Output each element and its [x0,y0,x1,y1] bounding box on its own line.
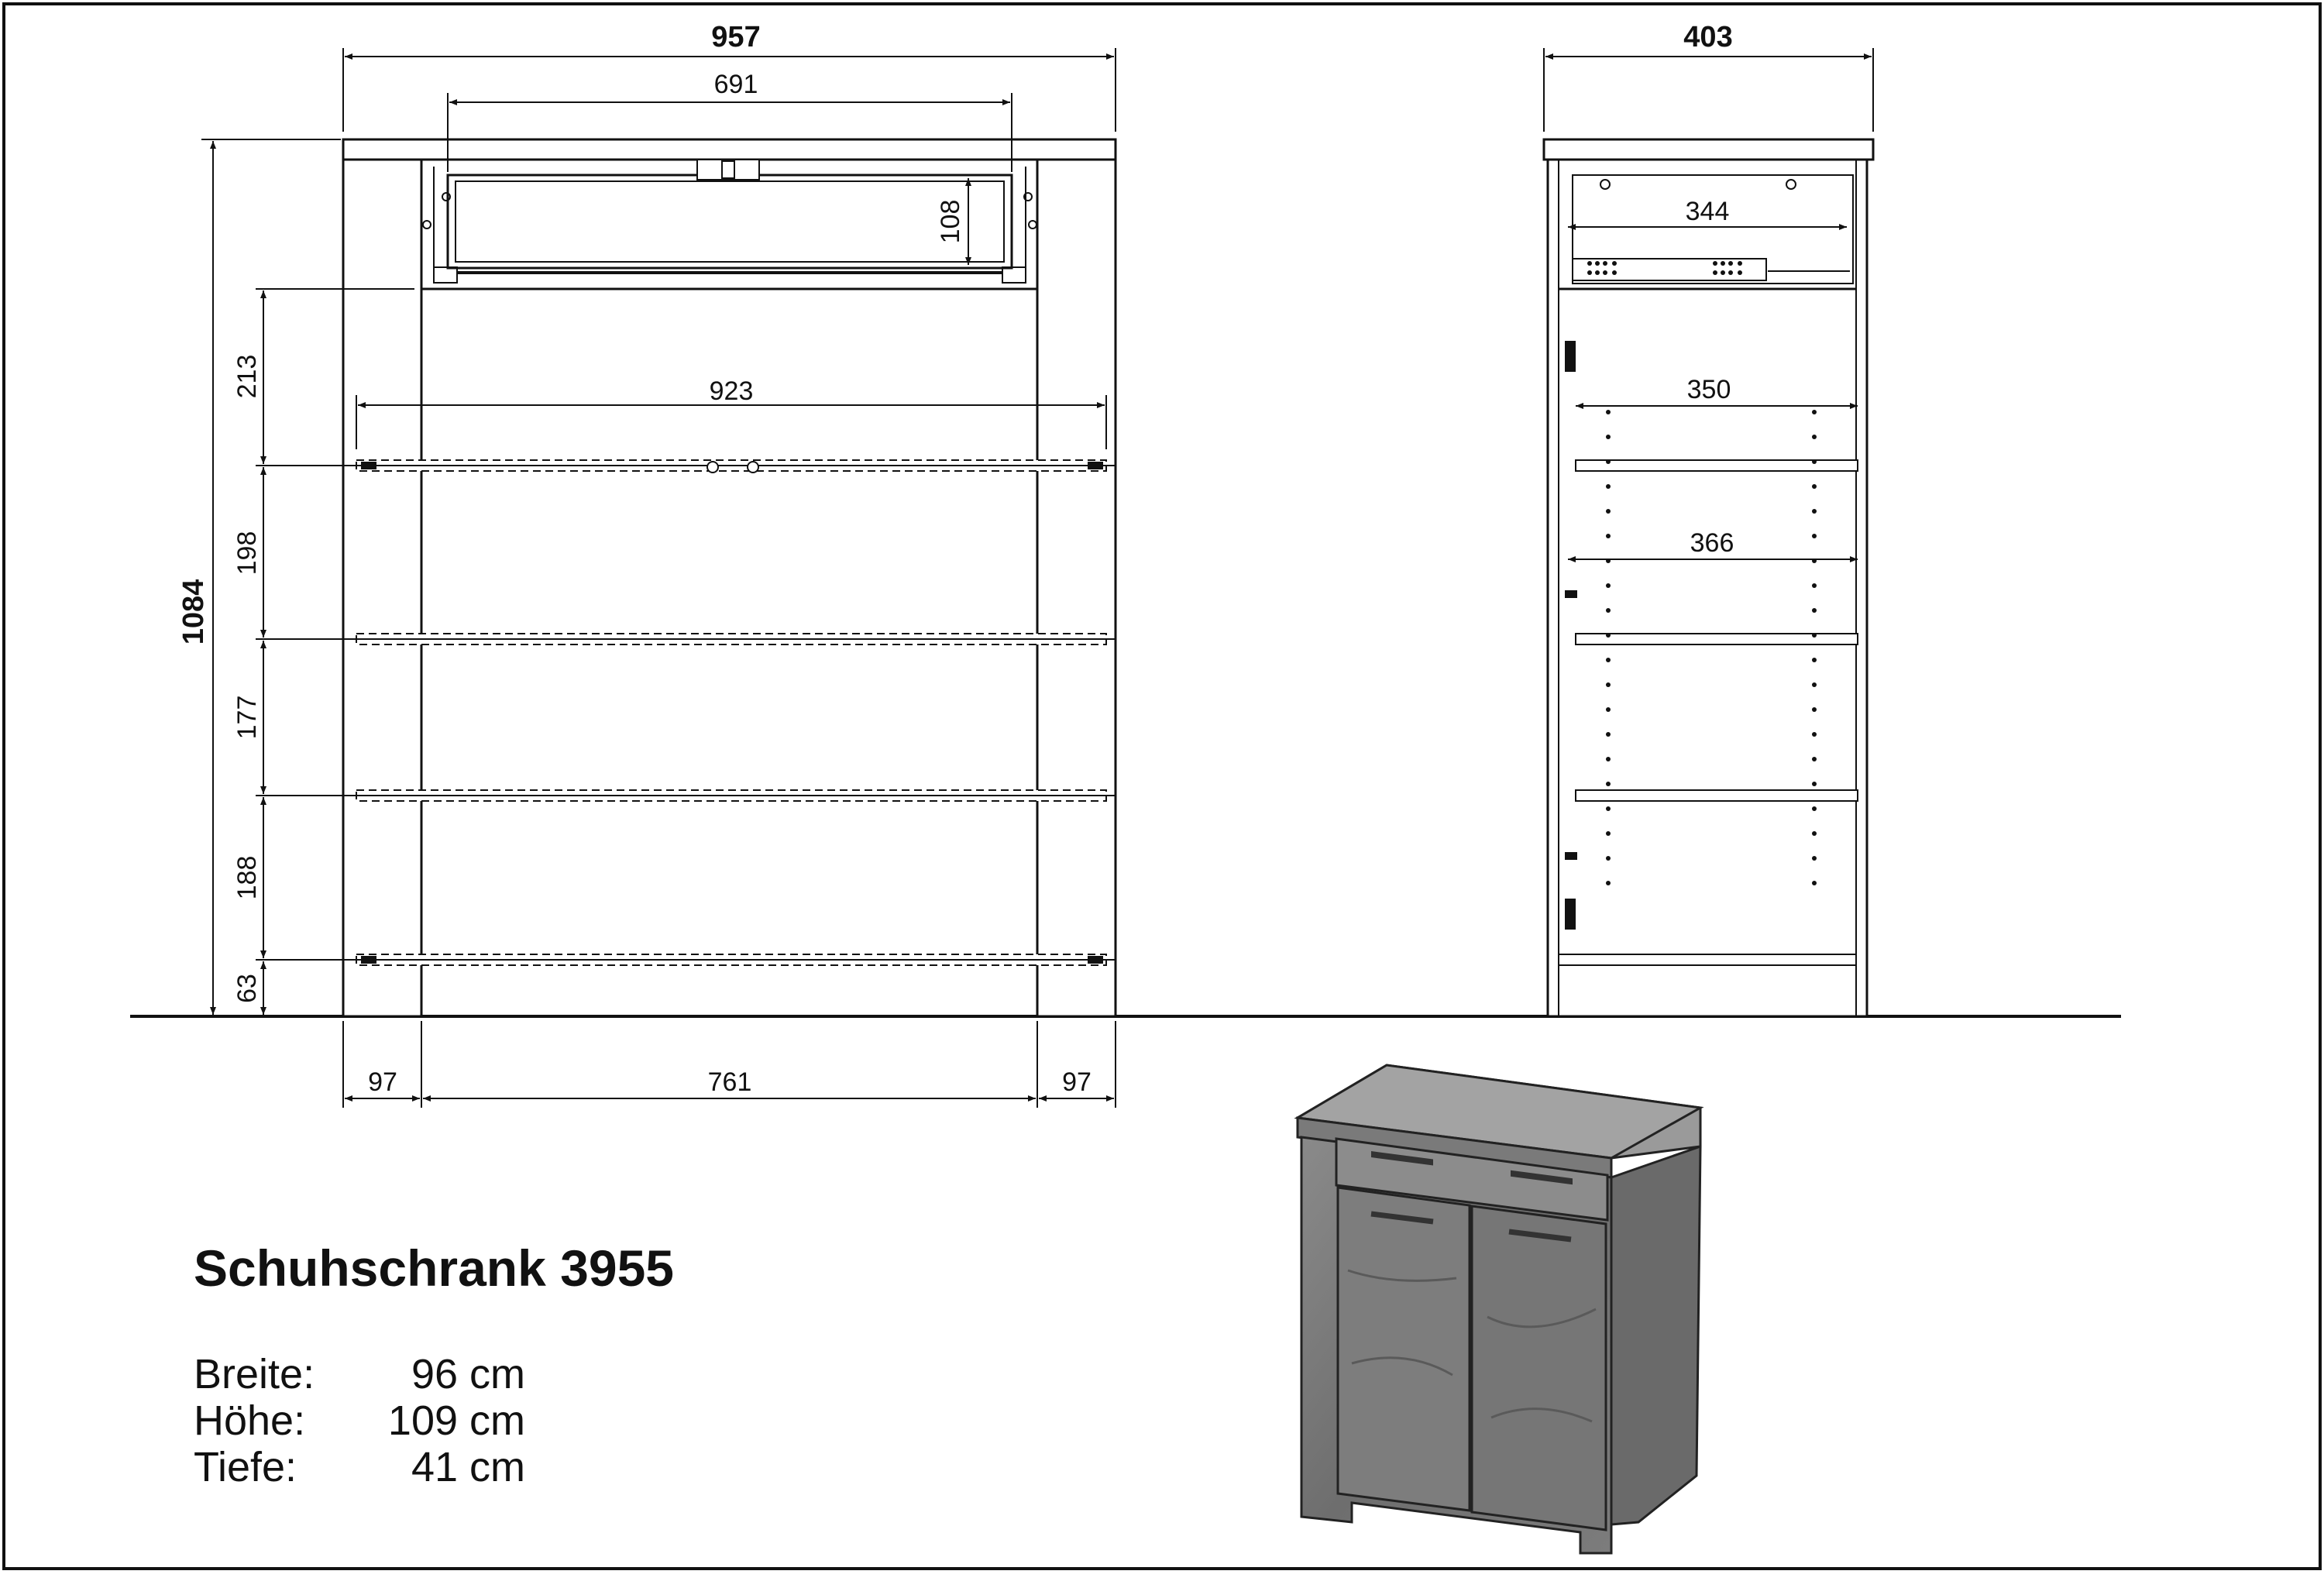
front-right-panel [1037,160,1116,1016]
label-side-left: 97 [368,1067,397,1097]
pin-hole [1606,831,1611,836]
pin-hole [1606,484,1611,489]
pin-hole [1812,856,1817,861]
pin-hole [1606,435,1611,439]
front-top-board [343,139,1116,160]
label-shelf-span: 923 [709,376,754,406]
pin-hole [1812,682,1817,687]
label-overall-height: 1084 [177,579,210,645]
pin-hole [1606,534,1611,538]
dim-overall-depth [1544,21,1873,132]
pin-hole [1812,435,1817,439]
lock-icon [697,160,759,180]
product-title: Schuhschrank 3955 [194,1239,674,1297]
label-side-right: 97 [1062,1067,1092,1097]
label-overall-depth: 403 [1683,21,1733,53]
pin-hole [1606,881,1611,885]
front-left-panel [343,160,421,1016]
front-view [177,21,1116,1108]
pin-hole [1812,732,1817,737]
pin-hole [1812,831,1817,836]
pin-hole [1606,608,1611,613]
pin-hole [1812,633,1817,638]
pin-hole [1812,608,1817,613]
spec-label-width: Breite: [194,1351,315,1397]
pin-hole [1606,806,1611,811]
pin-hole [1812,534,1817,538]
spec-value-height: 109 cm [387,1397,525,1444]
pin-hole [1606,707,1611,712]
pin-hole [1812,583,1817,588]
pin-hole [1606,682,1611,687]
pin-hole [1606,658,1611,662]
pin-hole [1812,658,1817,662]
pin-hole [1812,782,1817,786]
pin-hole [1606,732,1611,737]
pin-hole [1812,459,1817,464]
pin-hole [1812,410,1817,414]
pin-hole [1812,707,1817,712]
side-top-board [1544,139,1873,160]
label-gap-4: 188 [232,855,262,900]
label-shelf-depth-top: 350 [1686,375,1731,404]
dim-shelf-span [356,376,1106,449]
dim-bottom-chain [343,1021,1116,1108]
pin-hole [1606,509,1611,514]
pin-hole [1606,856,1611,861]
label-inner-width: 761 [707,1067,752,1097]
pin-hole [1606,583,1611,588]
label-shelf-depth-mid: 366 [1690,528,1734,558]
label-drawer-height: 108 [936,199,965,244]
pin-hole [1606,410,1611,414]
spec-label-depth: Tiefe: [194,1444,297,1490]
spec-list [194,1351,525,1490]
label-drawer-depth: 344 [1685,197,1730,226]
label-gap-2: 198 [232,531,262,576]
spec-label-height: Höhe: [194,1397,306,1444]
cabinet-perspective-render [1298,1065,1700,1553]
label-gap-5: 63 [232,974,262,1003]
side-view [1544,21,1873,1016]
pin-hole [1606,633,1611,638]
spec-value-depth: 41 cm [411,1444,525,1490]
label-gap-3: 177 [232,695,262,740]
label-gap-1: 213 [232,354,262,399]
label-overall-width: 957 [711,21,761,53]
pin-hole [1606,459,1611,464]
spec-value-width: 96 cm [411,1351,525,1397]
pin-hole [1812,484,1817,489]
label-drawer-width: 691 [713,70,758,99]
pin-hole [1812,806,1817,811]
pin-hole [1812,509,1817,514]
pin-hole [1606,757,1611,761]
pin-hole [1812,757,1817,761]
pin-hole [1606,782,1611,786]
pin-hole [1812,881,1817,885]
